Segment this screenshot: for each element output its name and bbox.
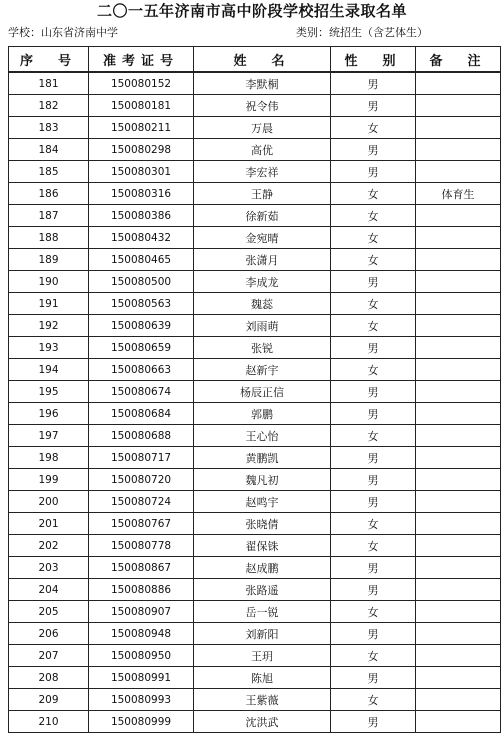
table-row [9,535,501,557]
cell-note [416,535,501,557]
cell-exam-no: 150080999 [89,711,194,733]
cell-seq: 193 [9,337,89,359]
cell-seq: 198 [9,447,89,469]
table-row [9,513,501,535]
cell-gender: 女 [331,227,416,249]
cell-note [416,689,501,711]
cell-note [416,337,501,359]
cell-exam-no: 150080991 [89,667,194,689]
cell-exam-no: 150080181 [89,95,194,117]
table-row [9,293,501,315]
cell-gender: 女 [331,293,416,315]
cell-name: 黄鹏凯 [194,447,331,469]
cell-seq: 185 [9,161,89,183]
cell-note [416,623,501,645]
cell-name: 李宏祥 [194,161,331,183]
table-row [9,623,501,645]
cell-note [416,205,501,227]
cell-seq: 206 [9,623,89,645]
cell-exam-no: 150080465 [89,249,194,271]
cell-exam-no: 150080950 [89,645,194,667]
cell-note [416,469,501,491]
cell-gender: 男 [331,139,416,161]
cell-exam-no: 150080211 [89,117,194,139]
table-row [9,601,501,623]
cell-note [416,95,501,117]
cell-exam-no: 150080907 [89,601,194,623]
cell-name: 金宛晴 [194,227,331,249]
cell-name: 万晨 [194,117,331,139]
cell-exam-no: 150080886 [89,579,194,601]
table-row [9,447,501,469]
cell-gender: 女 [331,315,416,337]
cell-exam-no: 150080298 [89,139,194,161]
cell-name: 岳一锐 [194,601,331,623]
cell-note [416,447,501,469]
cell-name: 李默桐 [194,72,331,95]
cell-name: 魏凡初 [194,469,331,491]
table-row [9,139,501,161]
table-row [9,205,501,227]
cell-seq: 191 [9,293,89,315]
table-row [9,95,501,117]
cell-note [416,139,501,161]
cell-name: 张晓倩 [194,513,331,535]
cell-gender: 男 [331,447,416,469]
admission-table [8,46,501,733]
cell-name: 郭鹏 [194,403,331,425]
cell-name: 高优 [194,139,331,161]
table-row [9,579,501,601]
cell-note [416,381,501,403]
cell-gender: 男 [331,579,416,601]
table-row [9,315,501,337]
cell-exam-no: 150080724 [89,491,194,513]
cell-name: 赵新宇 [194,359,331,381]
cell-gender: 男 [331,161,416,183]
header-note: 备 注 [416,47,501,73]
cell-note [416,601,501,623]
cell-exam-no: 150080152 [89,72,194,95]
cell-seq: 200 [9,491,89,513]
cell-exam-no: 150080301 [89,161,194,183]
cell-seq: 209 [9,689,89,711]
cell-note [416,425,501,447]
cell-exam-no: 150080767 [89,513,194,535]
cell-note [416,227,501,249]
cell-seq: 210 [9,711,89,733]
cell-exam-no: 150080948 [89,623,194,645]
cell-seq: 189 [9,249,89,271]
cell-seq: 197 [9,425,89,447]
cell-seq: 203 [9,557,89,579]
cell-gender: 男 [331,403,416,425]
cell-seq: 207 [9,645,89,667]
cell-gender: 女 [331,183,416,205]
cell-note [416,161,501,183]
table-header-row [9,47,501,73]
cell-seq: 181 [9,72,89,95]
cell-note [416,249,501,271]
cell-exam-no: 150080717 [89,447,194,469]
cell-name: 赵鸣宇 [194,491,331,513]
cell-note [416,315,501,337]
cell-seq: 205 [9,601,89,623]
cell-exam-no: 150080563 [89,293,194,315]
header-exam-no: 准考证号 [89,47,194,73]
table-row [9,381,501,403]
cell-gender: 女 [331,117,416,139]
cell-seq: 190 [9,271,89,293]
cell-note [416,271,501,293]
cell-note [416,293,501,315]
cell-seq: 192 [9,315,89,337]
table-row [9,425,501,447]
cell-seq: 186 [9,183,89,205]
cell-name: 魏蕊 [194,293,331,315]
document-title: 二〇一五年济南市高中阶段学校招生录取名单 [96,2,407,20]
cell-gender: 女 [331,535,416,557]
cell-seq: 195 [9,381,89,403]
cell-name: 沈洪武 [194,711,331,733]
cell-gender: 女 [331,205,416,227]
table-row [9,689,501,711]
header-seq: 序 号 [9,47,89,73]
cell-note: 体育生 [416,183,501,205]
cell-gender: 男 [331,491,416,513]
header-gender: 性 别 [331,47,416,73]
header-name: 姓 名 [194,47,331,73]
cell-gender: 男 [331,667,416,689]
table-row [9,249,501,271]
cell-seq: 188 [9,227,89,249]
cell-name: 翟保铢 [194,535,331,557]
table-row [9,117,501,139]
table-row [9,645,501,667]
cell-name: 祝令伟 [194,95,331,117]
cell-gender: 男 [331,711,416,733]
table-row [9,359,501,381]
cell-exam-no: 150080778 [89,535,194,557]
cell-gender: 男 [331,72,416,95]
cell-name: 刘新阳 [194,623,331,645]
cell-note [416,72,501,95]
cell-gender: 女 [331,249,416,271]
cell-name: 张路遥 [194,579,331,601]
category-label: 类别：统招生（含艺体生） [296,26,428,39]
cell-gender: 男 [331,557,416,579]
cell-gender: 女 [331,359,416,381]
cell-exam-no: 150080663 [89,359,194,381]
cell-seq: 202 [9,535,89,557]
cell-gender: 男 [331,469,416,491]
cell-note [416,579,501,601]
table-row [9,183,501,205]
cell-gender: 男 [331,381,416,403]
cell-gender: 男 [331,337,416,359]
cell-gender: 女 [331,425,416,447]
table-row [9,337,501,359]
cell-gender: 女 [331,513,416,535]
cell-seq: 199 [9,469,89,491]
cell-exam-no: 150080659 [89,337,194,359]
cell-name: 刘雨萌 [194,315,331,337]
cell-exam-no: 150080688 [89,425,194,447]
cell-seq: 183 [9,117,89,139]
table-row [9,469,501,491]
cell-gender: 女 [331,689,416,711]
table-row [9,72,501,95]
cell-gender: 男 [331,271,416,293]
cell-note [416,403,501,425]
cell-exam-no: 150080639 [89,315,194,337]
cell-note [416,359,501,381]
table-row [9,403,501,425]
cell-seq: 187 [9,205,89,227]
cell-note [416,513,501,535]
cell-name: 张潇月 [194,249,331,271]
cell-seq: 194 [9,359,89,381]
cell-note [416,117,501,139]
cell-note [416,711,501,733]
cell-exam-no: 150080720 [89,469,194,491]
cell-exam-no: 150080316 [89,183,194,205]
cell-note [416,645,501,667]
table-row [9,227,501,249]
cell-gender: 男 [331,95,416,117]
cell-gender: 女 [331,601,416,623]
table-row [9,557,501,579]
cell-note [416,491,501,513]
cell-exam-no: 150080684 [89,403,194,425]
school-label: 学校：山东省济南中学 [8,26,118,39]
table-row [9,161,501,183]
cell-name: 王玥 [194,645,331,667]
cell-seq: 184 [9,139,89,161]
cell-exam-no: 150080432 [89,227,194,249]
cell-name: 陈旭 [194,667,331,689]
cell-exam-no: 150080674 [89,381,194,403]
cell-name: 张锐 [194,337,331,359]
cell-exam-no: 150080993 [89,689,194,711]
table-body [9,72,501,733]
cell-exam-no: 150080867 [89,557,194,579]
cell-seq: 196 [9,403,89,425]
cell-name: 李成龙 [194,271,331,293]
table-row [9,271,501,293]
cell-note [416,667,501,689]
cell-note [416,557,501,579]
cell-name: 徐新茹 [194,205,331,227]
cell-name: 杨辰正信 [194,381,331,403]
cell-seq: 201 [9,513,89,535]
table-row [9,711,501,733]
cell-exam-no: 150080500 [89,271,194,293]
cell-name: 王心怡 [194,425,331,447]
cell-gender: 女 [331,645,416,667]
cell-exam-no: 150080386 [89,205,194,227]
cell-name: 赵成鹏 [194,557,331,579]
cell-seq: 204 [9,579,89,601]
cell-name: 王紫薇 [194,689,331,711]
table-row [9,667,501,689]
cell-seq: 182 [9,95,89,117]
cell-name: 王静 [194,183,331,205]
cell-gender: 男 [331,623,416,645]
table-row [9,491,501,513]
cell-seq: 208 [9,667,89,689]
